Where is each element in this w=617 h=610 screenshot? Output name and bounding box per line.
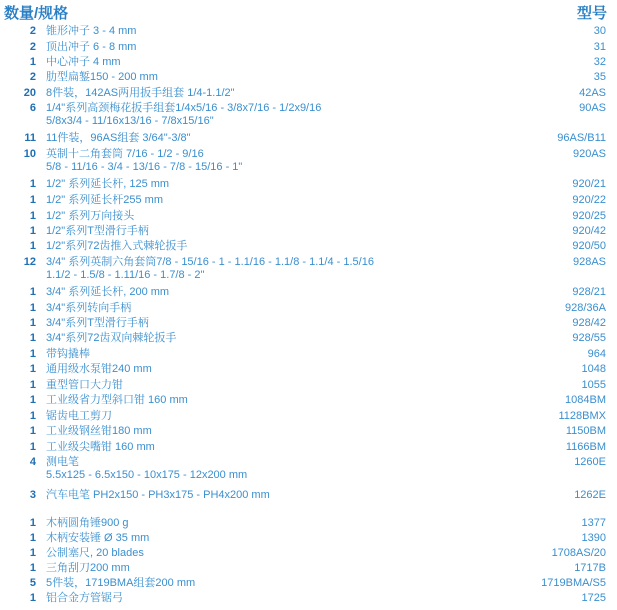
item-description-line2: 5.5x125 - 6.5x150 - 10x175 - 12x200 mm <box>46 469 248 481</box>
item-model-code: 96AS/B11 <box>557 132 606 144</box>
item-description <box>46 348 516 361</box>
item-quantity: 1 <box>29 410 36 422</box>
item-model-code: 90AS <box>579 102 606 114</box>
item-model-code: 1719BMA/S5 <box>541 577 606 589</box>
item-description <box>46 394 516 407</box>
item-quantity: 6 <box>29 102 36 114</box>
item-description-line1: 汽车电笔 PH2x150 - PH3x175 - PH4x200 mm <box>46 489 270 501</box>
item-description <box>46 379 516 392</box>
item-description-line1: 3/4"系列转向手柄 <box>46 302 132 314</box>
item-description <box>46 225 516 238</box>
item-model-code: 32 <box>593 56 606 68</box>
item-description <box>46 332 516 345</box>
item-quantity: 1 <box>29 317 36 329</box>
item-description-line2: 5/8x3/4 - 11/16x13/16 - 7/8x15/16" <box>46 115 214 127</box>
header-quantity-spec: 数量/规格 <box>4 5 69 22</box>
item-quantity: 1 <box>29 547 36 559</box>
item-description <box>46 317 516 330</box>
item-quantity: 1 <box>29 441 36 453</box>
item-quantity: 1 <box>29 240 36 252</box>
item-quantity: 1 <box>29 363 36 375</box>
item-quantity: 1 <box>29 379 36 391</box>
item-description <box>46 577 516 590</box>
item-quantity: 4 <box>29 456 36 468</box>
item-quantity: 1 <box>29 302 36 314</box>
item-description-line2: 5/8 - 11/16 - 3/4 - 13/16 - 7/8 - 15/16 - 1" <box>46 161 243 173</box>
item-model-code: 920AS <box>572 148 606 160</box>
item-model-code: 31 <box>593 41 606 53</box>
item-model-code: 30 <box>593 25 606 37</box>
item-description-line1: 三角刮刀200 mm <box>46 562 130 574</box>
item-description-line1: 顶出冲子 6 - 8 mm <box>46 41 137 53</box>
item-model-code: 1725 <box>581 592 606 604</box>
item-description <box>46 410 516 423</box>
item-quantity: 1 <box>29 394 36 406</box>
item-description-line1: 1/2" 系列延长杆, 125 mm <box>46 178 170 190</box>
item-model-code: 1390 <box>581 532 606 544</box>
item-description-line1: 1/2"系列72齿推入式棘轮扳手 <box>46 240 188 252</box>
item-quantity: 1 <box>29 425 36 437</box>
item-model-code: 1048 <box>581 363 606 375</box>
item-model-code: 1377 <box>581 517 606 529</box>
item-description-line1: 木柄安装锤 Ø 35 mm <box>46 532 150 544</box>
item-description-line1: 1/2" 系列万向接头 <box>46 210 135 222</box>
item-quantity: 10 <box>23 148 36 160</box>
item-model-code: 928/42 <box>572 317 606 329</box>
item-description-line1: 3/4" 系列英制六角套筒7/8 - 15/16 - 1 - 1.1/16 - 1.1/8 - 1.1/4 - 1.5/16 <box>46 256 374 268</box>
item-description <box>46 102 516 128</box>
item-description <box>46 547 516 560</box>
item-description <box>46 489 516 502</box>
item-quantity: 1 <box>29 194 36 206</box>
item-description <box>46 87 516 100</box>
item-model-code: 1708AS/20 <box>551 547 606 559</box>
item-description-line1: 1/2"系列T型滑行手柄 <box>46 225 149 237</box>
item-model-code: 920/42 <box>572 225 606 237</box>
item-description <box>46 132 516 145</box>
item-description <box>46 240 516 253</box>
item-model-code: 1262E <box>574 489 606 501</box>
item-description <box>46 256 516 282</box>
item-description-line1: 木柄圆角锤900 g <box>46 517 129 529</box>
item-quantity: 1 <box>29 286 36 298</box>
item-model-code: 1150BM <box>565 425 606 437</box>
item-description <box>46 56 516 69</box>
item-quantity: 5 <box>29 577 36 589</box>
item-quantity: 1 <box>29 332 36 344</box>
item-model-code: 1055 <box>581 379 606 391</box>
item-description-line1: 3/4" 系列延长杆, 200 mm <box>46 286 170 298</box>
item-description-line1: 中心冲子 4 mm <box>46 56 121 68</box>
item-quantity: 1 <box>29 56 36 68</box>
item-description-line1: 8件装，142AS两用扳手组套 1/4-1.1/2" <box>46 87 235 99</box>
item-model-code: 35 <box>593 71 606 83</box>
item-description-line1: 带钩撬棒 <box>46 348 90 360</box>
item-description-line1: 测电笔 <box>46 456 79 468</box>
item-model-code: 928AS <box>572 256 606 268</box>
item-model-code: 928/55 <box>572 332 606 344</box>
item-model-code: 920/22 <box>572 194 606 206</box>
item-quantity: 1 <box>29 178 36 190</box>
item-description-line1: 3/4"系列T型滑行手柄 <box>46 317 149 329</box>
header-model: 型号 <box>576 5 607 22</box>
item-model-code: 920/21 <box>572 178 606 190</box>
item-description-line1: 重型管口大力钳 <box>46 379 123 391</box>
item-quantity: 1 <box>29 348 36 360</box>
item-quantity: 2 <box>29 71 36 83</box>
item-description <box>46 286 516 299</box>
item-description <box>46 441 516 454</box>
item-model-code: 964 <box>587 348 606 360</box>
item-description <box>46 532 516 545</box>
item-quantity: 1 <box>29 517 36 529</box>
item-model-code: 928/36A <box>565 302 606 314</box>
item-description-line1: 11件装，96AS组套 3/64"-3/8" <box>46 132 191 144</box>
item-description-line1: 英制十二角套筒 7/16 - 1/2 - 9/16 <box>46 148 204 160</box>
item-description <box>46 302 516 315</box>
item-description <box>46 25 516 38</box>
item-model-code: 1260E <box>574 456 606 468</box>
item-description-line1: 工业级钢丝钳180 mm <box>46 425 152 437</box>
item-model-code: 1128BMX <box>558 410 606 422</box>
item-description-line1: 通用级水泵钳240 mm <box>46 363 152 375</box>
item-description <box>46 41 516 54</box>
item-description-line1: 公制塞尺, 20 blades <box>46 547 144 559</box>
item-description-line1: 锯齿电工剪刀 <box>46 410 112 422</box>
item-description-line1: 铝合金方管锯弓 <box>46 592 123 604</box>
item-description <box>46 210 516 223</box>
item-description <box>46 562 516 575</box>
item-description <box>46 194 516 207</box>
item-quantity: 1 <box>29 562 36 574</box>
item-description <box>46 456 516 482</box>
item-description <box>46 148 516 174</box>
item-model-code: 920/25 <box>572 210 606 222</box>
item-description <box>46 592 516 605</box>
item-description-line1: 1/2" 系列延长杆255 mm <box>46 194 163 206</box>
item-description-line1: 3/4"系列72齿双向棘轮扳手 <box>46 332 177 344</box>
item-quantity: 11 <box>24 132 36 144</box>
item-model-code: 42AS <box>579 87 606 99</box>
item-quantity: 3 <box>29 489 36 501</box>
item-quantity: 1 <box>29 532 36 544</box>
item-quantity: 20 <box>23 87 36 99</box>
item-description-line1: 工业级省力型斜口钳 160 mm <box>46 394 188 406</box>
item-quantity: 2 <box>29 41 36 53</box>
item-description-line1: 肋型扁錾150 - 200 mm <box>46 71 158 83</box>
item-description <box>46 517 516 530</box>
item-model-code: 1166BM <box>565 441 606 453</box>
item-model-code: 928/21 <box>572 286 606 298</box>
item-description <box>46 425 516 438</box>
item-description <box>46 178 516 191</box>
item-quantity: 1 <box>29 225 36 237</box>
item-description-line2: 1.1/2 - 1.5/8 - 1.11/16 - 1.7/8 - 2" <box>46 269 205 281</box>
item-model-code: 1717B <box>574 562 606 574</box>
item-description-line1: 5件装，1719BMA组套200 mm <box>46 577 196 589</box>
item-model-code: 1084BM <box>565 394 606 406</box>
item-quantity: 1 <box>29 210 36 222</box>
item-description-line1: 锥形冲子 3 - 4 mm <box>46 25 137 37</box>
table-header <box>0 0 617 24</box>
item-description <box>46 363 516 376</box>
item-description-line1: 工业级尖嘴钳 160 mm <box>46 441 155 453</box>
item-quantity: 1 <box>29 592 36 604</box>
item-quantity: 2 <box>29 25 36 37</box>
item-model-code: 920/50 <box>572 240 606 252</box>
item-description <box>46 71 516 84</box>
item-description-line1: 1/4"系列高颈梅花扳手组套1/4x5/16 - 3/8x7/16 - 1/2x9/16 <box>46 102 322 114</box>
item-quantity: 12 <box>23 256 36 268</box>
